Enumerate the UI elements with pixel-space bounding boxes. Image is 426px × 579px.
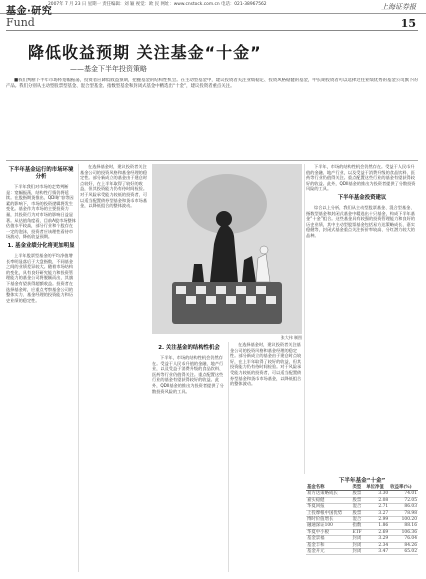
issue-info: 2007年 7 月 23 日 星期一 责任编辑：刘 颖 视觉：欧 民 网址：www.cnstock.com.cn 电话：021-38967562 xyxy=(48,2,267,7)
table-cell: 3.47 xyxy=(365,549,389,555)
column-heading: 下半年基金运行的市场环境分析 xyxy=(8,167,74,180)
table-cell: 106.36 xyxy=(389,529,418,535)
table-cell: 86.03 xyxy=(389,504,418,510)
page-number: 15 xyxy=(400,17,416,30)
table-header: 单位净值 xyxy=(365,485,389,491)
table-cell: 股票 xyxy=(352,497,366,503)
table-cell: 3.27 xyxy=(365,510,389,516)
article-column-4 xyxy=(306,164,418,474)
column-heading: 下半年基金投资建议 xyxy=(337,194,387,201)
headline: 降低收益预期 关注基金“十金” xyxy=(28,43,262,62)
column-text: 下半年，市场的结构性机会仍然存在。受益于人民币升值的金融、地产行业，以及受益于消费升级的食品饮料、医药等行业仍值得关注。重点配置这些行业的基金有望获得较好的收益。此外，QDII基金的推出为投资者提供了分散投资风险的工具。 xyxy=(306,164,416,192)
table-cell: 股票 xyxy=(352,491,366,497)
table-cell: 3.29 xyxy=(365,536,389,542)
column-heading: 1. 基金业绩分化将更加明显 xyxy=(7,242,75,249)
table-cell: 76.04 xyxy=(389,536,418,542)
newspaper-name: 上海证券报 xyxy=(381,3,416,11)
fund-table xyxy=(306,485,418,555)
table-cell: 混合 xyxy=(352,517,366,523)
table-cell: 2.34 xyxy=(365,542,389,548)
table-cell: 88.16 xyxy=(389,523,418,529)
photo-caption: 张大伟 制图 xyxy=(280,335,302,340)
table-cell: ETF xyxy=(352,529,366,535)
lead-paragraph: ■我们判断下半年市场将宽幅振荡，投资者应降低收益预期，把握基金的结构性机会。在主动型基金中，建议投资者关注业绩稳定、投资风格稳健的基金，中长期投资者可以选择过往业绩优秀的基金公司旗下的产品。我们分别从主动型股票型基金、混合型基金、指数型基金和封闭式基金中精选出“十金”，建议投资者重点关注。 xyxy=(6,78,418,90)
table-cell: 华夏回报 xyxy=(306,504,352,510)
section-title: 基金·研究 xyxy=(6,6,53,17)
table-row xyxy=(306,549,418,555)
table-cell: 混合 xyxy=(352,504,366,510)
table-cell: 78.98 xyxy=(389,510,418,516)
article-column-3b xyxy=(230,342,302,572)
table-cell: 封闭 xyxy=(352,542,366,548)
chess-photo xyxy=(152,164,302,334)
table-cell: 嘉实稳健 xyxy=(306,497,352,503)
table-cell: 1.86 xyxy=(365,523,389,529)
column-rule xyxy=(78,164,79,572)
table-cell: 基金景福 xyxy=(306,536,352,542)
table-cell: 2.08 xyxy=(365,497,389,503)
column-text: 上半年股票型基金的平均净值增长率明显落后于大盘指数，不同基金之间的业绩差异较大。随着市场结构的变化，具有良好研究能力和投资管理能力的基金公司将脱颖而出，其旗下基金有望获得超额收益。投资者在选择基金时，应重点考察基金公司的整体实力、基金经理的投资能力和历史业绩的稳定性。 xyxy=(6,252,74,303)
table-cell: 融通深证100 xyxy=(306,523,352,529)
column-heading: 2. 关注基金的结构性机会 xyxy=(158,345,220,351)
table-cell: 2.69 xyxy=(365,529,389,535)
table-cell: 74.01 xyxy=(389,491,418,497)
column-text: 综合以上分析，我们从主动型股票基金、混合型基金、指数型基金和封闭式基金中精选出十只基金，构成下半年基金“十金”组合。这些基金具有较强的投资管理能力和良好的历史业绩，其中主动型股票基金包括易方达策略成长、嘉实稳健等，封闭式基金重点关注折价率较高、分红潜力较大的品种。 xyxy=(306,204,416,238)
table-cell: 博时价值增长 xyxy=(306,517,352,523)
fund-label: Fund xyxy=(6,16,35,29)
table-header: 收益率(%) xyxy=(389,485,418,491)
table-cell: 上投摩根中国优势 xyxy=(306,510,352,516)
divider xyxy=(6,160,418,161)
table-cell: 易方达策略成长 xyxy=(306,491,352,497)
column-text: 在选择基金时，建议投资者关注基金公司的投资风格和基金经理的稳定性。部分新成立的基金由于建仓时点较好，在上半年取得了较好的收益，但其投资能力仍有待时间检验。对于风险承受能力较低的投资者，可以适当配置债券型基金和货币市场基金，以降低组合的整体波动。 xyxy=(230,342,302,387)
column-text: 下半年我们对市场的走势判断是：宽幅振荡，结构性行情仍将延续。在股指期货推出、QDII扩容等因素的影响下，市场的投资逻辑将发生变化。基金作为市场的主要投资力量，其投资行为对市场的影响日益显著。从估值角度看，目前A股市场整体估值水平较高，部分行业和个股存在一定的泡沫，投资者应该理性看待市场波动，降低收益预期。 xyxy=(6,184,76,240)
table-cell: 基金丰和 xyxy=(306,542,352,548)
table-cell: 65.02 xyxy=(389,549,418,555)
subheadline: ——基金下半年投资策略 xyxy=(70,65,147,73)
column-text: 在选择基金时，建议投资者关注基金公司的投资风格和基金经理的稳定性。部分新成立的基金由于建仓时点较好，在上半年取得了较好的收益，但其投资能力仍有待时间检验。对于风险承受能力较低的投资者，可以适当配置债券型基金和货币市场基金，以降低组合的整体波动。 xyxy=(80,164,148,209)
table-cell: 2.99 xyxy=(365,517,389,523)
table-header: 基金名称 xyxy=(306,485,352,491)
table-header: 类型 xyxy=(352,485,366,491)
table-cell: 2.71 xyxy=(365,504,389,510)
table-cell: 100.20 xyxy=(389,517,418,523)
column-rule xyxy=(304,164,305,474)
table-cell: 华夏中小板 xyxy=(306,529,352,535)
table-cell: 基金开元 xyxy=(306,549,352,555)
column-text: 下半年，市场的结构性机会仍然存在。受益于人民币升值的金融、地产行业，以及受益于消费升级的食品饮料、医药等行业仍值得关注。重点配置这些行业的基金有望获得较好的收益。此外，QDII基金的推出为投资者提供了分散投资风险的工具。 xyxy=(152,355,224,394)
table-cell: 封闭 xyxy=(352,549,366,555)
table-cell: 股票 xyxy=(352,510,366,516)
column-rule xyxy=(228,342,229,572)
chess-illustration xyxy=(152,164,302,334)
table-cell: 封闭 xyxy=(352,536,366,542)
table-cell: 指数 xyxy=(352,523,366,529)
article-column-1 xyxy=(6,164,76,572)
table-cell: 84.26 xyxy=(389,542,418,548)
table-cell: 72.05 xyxy=(389,497,418,503)
table-cell: 3.30 xyxy=(365,491,389,497)
table-title: 下半年基金“十金” xyxy=(338,478,386,484)
article-column-3 xyxy=(152,342,226,572)
article-column-2 xyxy=(80,164,150,572)
divider xyxy=(6,30,418,31)
